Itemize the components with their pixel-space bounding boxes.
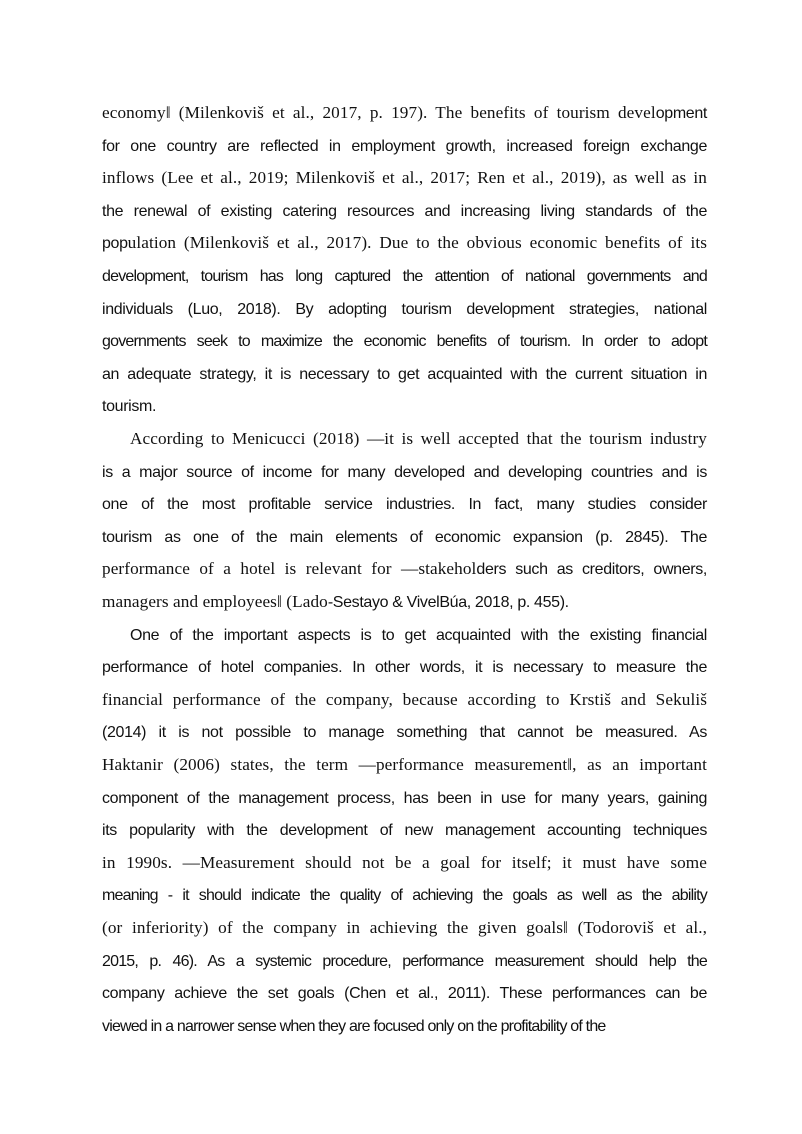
text-line bbox=[102, 229, 707, 257]
text-run: opment bbox=[655, 105, 707, 122]
text-run: viewed in a narrower sense when they are focused only on the profitability of the bbox=[102, 1017, 606, 1035]
text-run: (or inferiority) of the company in achieving the given goals‖ (Todoroviš et al., bbox=[102, 918, 707, 937]
text-run: performance of hotel companies. In other words, it is necessary to measure the bbox=[102, 659, 707, 677]
text-run: development, tourism has long captured the attention of national governments and bbox=[102, 268, 707, 285]
text-line bbox=[102, 653, 707, 681]
text-line bbox=[102, 686, 707, 714]
text-line bbox=[102, 490, 707, 518]
text-line bbox=[102, 1012, 707, 1040]
text-run: governments seek to maximize the economic benefits of tourism. In order to adopt bbox=[102, 333, 707, 351]
text-run: 2015, p. 46). As a systemic procedure, performance measurement should help the bbox=[102, 952, 707, 970]
text-run: performance of a hotel is relevant for ―stakehol bbox=[102, 559, 477, 579]
text-run: inflows (Lee et al., 2019; Milenkoviš et al., 2017; Ren et al., 2019), as well as in bbox=[102, 168, 707, 188]
text-line bbox=[130, 621, 707, 649]
text-line bbox=[102, 164, 707, 192]
text-run: -Sestayo & VivelBúa, 2018, p. 455). bbox=[327, 594, 569, 611]
text-line bbox=[102, 751, 707, 779]
text-run: its popularity with the development of new management accounting techniques bbox=[102, 822, 707, 840]
text-line bbox=[102, 295, 707, 323]
text-line bbox=[102, 947, 707, 975]
text-line bbox=[102, 979, 707, 1007]
text-line bbox=[102, 360, 707, 388]
text-run: component of the management process, has been in use for many years, gaining bbox=[102, 789, 707, 807]
text-run: individuals (Luo, 2018). By adopting tourism development strategies, national bbox=[102, 300, 707, 318]
text-run: the renewal of existing catering resources and increasing living standards of the bbox=[102, 202, 707, 220]
text-line bbox=[102, 197, 707, 225]
text-line bbox=[102, 881, 707, 909]
text-line bbox=[102, 458, 707, 486]
text-run: ulation (Milenkoviš et al., 2017). Due to the obvious economic benefits of its bbox=[127, 233, 707, 253]
text-line bbox=[102, 327, 707, 355]
text-run: financial performance of the company, because according to Krstiš and Sekuliš bbox=[102, 689, 707, 709]
text-run: According to Menicucci (2018) ―it is well accepted that the tourism industry bbox=[130, 429, 707, 448]
text-line bbox=[102, 588, 707, 616]
text-line bbox=[102, 784, 707, 812]
text-line bbox=[102, 392, 707, 420]
text-run: company achieve the set goals (Chen et al., 2011). These performances can be bbox=[102, 985, 707, 1003]
text-line bbox=[130, 425, 707, 453]
text-run: in 1990s. ―Measurement should not be a goal for itself; it must have some bbox=[102, 852, 707, 872]
text-run: Haktanir (2006) states, the term ―performance measurement‖, as an important bbox=[102, 755, 707, 774]
text-run: economy‖ (Milenkoviš et al., 2017, p. 197). The benefits of tourism devel bbox=[102, 103, 656, 122]
text-line bbox=[102, 555, 707, 583]
text-line bbox=[102, 132, 707, 160]
text-run: tourism. bbox=[102, 398, 157, 416]
text-line bbox=[102, 523, 707, 551]
text-run: is a major source of income for many developed and developing countries and is bbox=[102, 463, 707, 481]
text-line bbox=[102, 816, 707, 844]
text-run: meaning - it should indicate the quality of achieving the goals as well as the ability bbox=[102, 887, 707, 905]
text-run: (2014) it is not possible to manage something that cannot be measured. As bbox=[102, 724, 707, 742]
text-line bbox=[102, 718, 707, 746]
text-line bbox=[102, 914, 707, 942]
text-run: One of the important aspects is to get acquainted with the existing financial bbox=[130, 626, 707, 644]
text-run: tourism as one of the main elements of economic expansion (p. 2845). The bbox=[102, 528, 707, 546]
text-line bbox=[102, 849, 707, 877]
text-run: ders such as creditors, owners, bbox=[476, 561, 708, 579]
text-run: an adequate strategy, it is necessary to get acquainted with the current situation in bbox=[102, 365, 707, 383]
text-run: one of the most profitable service industries. In fact, many studies consider bbox=[102, 496, 707, 514]
text-run: managers and employees‖ (Lado bbox=[102, 592, 328, 611]
text-line bbox=[102, 262, 707, 290]
text-run: for one country are reflected in employment growth, increased foreign exchange bbox=[102, 137, 707, 155]
text-run: pop bbox=[102, 235, 128, 253]
text-line bbox=[102, 99, 707, 127]
